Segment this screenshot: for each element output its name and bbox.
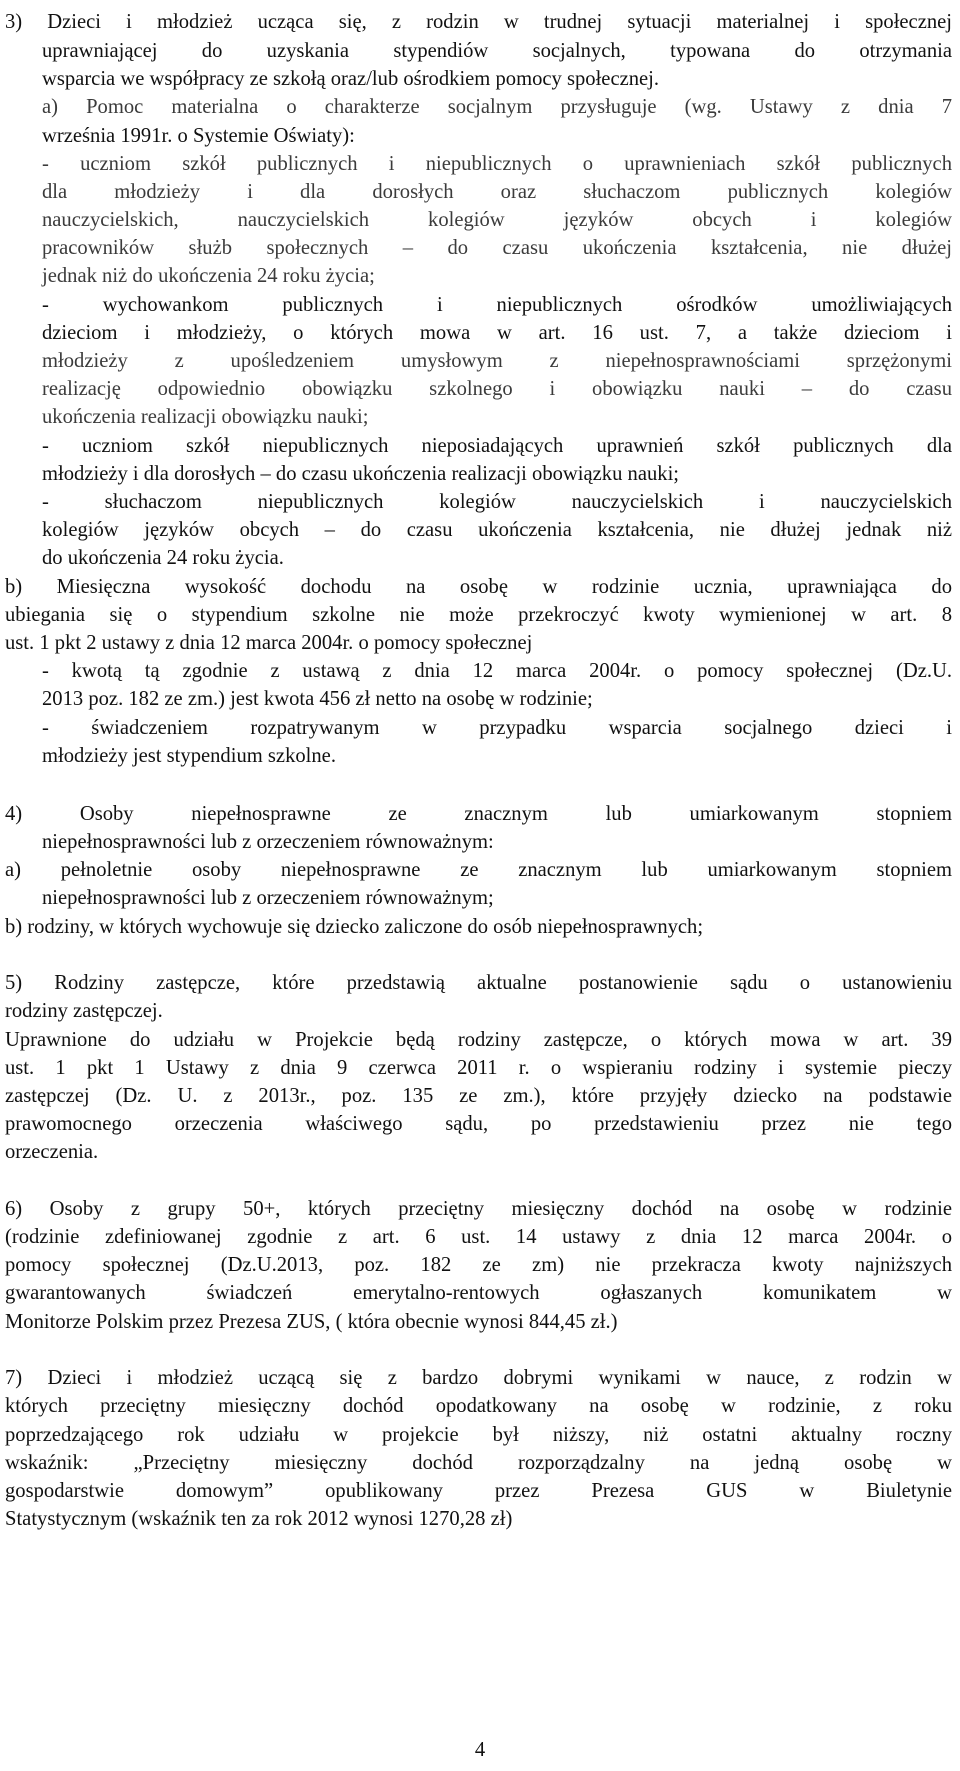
text-line: dzieciom i młodzieży, o których mowa w art. 16 ust. 7, a także dzieciom i — [42, 322, 952, 344]
text-line: niepełnosprawności lub z orzeczeniem równoważnym; — [42, 887, 494, 909]
text-line: gwarantowanych świadczeń emerytalno-rentowych ogłaszanych komunikatem w — [5, 1282, 952, 1304]
text-line: 6) Osoby z grupy 50+, których przeciętny miesięczny dochód na osobę w rodzinie — [5, 1198, 952, 1220]
text-line: pracowników służb społecznych – do czasu ukończenia kształcenia, nie dłużej — [42, 237, 952, 259]
text-line: orzeczenia. — [5, 1141, 99, 1163]
text-line: rodziny zastępczej. — [5, 1000, 163, 1022]
text-line: - uczniom szkół niepublicznych nieposiadających uprawnień szkół publicznych dla — [42, 435, 952, 457]
text-line: gospodarstwie domowym” opublikowany przez Prezesa GUS w Biuletynie — [5, 1480, 952, 1502]
text-line: - świadczeniem rozpatrywanym w przypadku wsparcia socjalnego dzieci i — [42, 717, 952, 739]
text-line: 7) Dzieci i młodzież uczącą się z bardzo dobrymi wynikami w nauce, z rodzin w — [5, 1367, 952, 1389]
text-line: 5) Rodziny zastępcze, które przedstawią aktualne postanowienie sądu o ustanowieniu — [5, 972, 952, 994]
text-line: nauczycielskich, nauczycielskich kolegiów języków obcych i kolegiów — [42, 209, 952, 231]
text-line: ust. 1 pkt 1 Ustawy z dnia 9 czerwca 2011 r. o wspieraniu rodziny i systemie pieczy — [5, 1057, 952, 1079]
text-line: września 1991r. o Systemie Oświaty): — [42, 125, 355, 147]
text-line: a) pełnoletnie osoby niepełnosprawne ze znacznym lub umiarkowanym stopniem — [5, 859, 952, 881]
text-line: a) Pomoc materialna o charakterze socjalnym przysługuje (wg. Ustawy z dnia 7 — [42, 96, 952, 118]
text-line: Statystycznym (wskaźnik ten za rok 2012 wynosi 1270,28 zł) — [5, 1508, 513, 1530]
text-line: młodzieży i dla dorosłych – do czasu ukończenia realizacji obowiązku nauki; — [42, 463, 680, 485]
text-line: 3) Dzieci i młodzież ucząca się, z rodzin w trudnej sytuacji materialnej i społecznej — [5, 11, 952, 33]
text-line: jednak niż do ukończenia 24 roku życia; — [42, 265, 375, 287]
text-line: ubiegania się o stypendium szkolne nie może przekroczyć kwoty wymienionej w art. 8 — [5, 604, 952, 626]
text-line: realizację odpowiednio obowiązku szkolnego i obowiązku nauki – do czasu — [42, 378, 952, 400]
text-line: Uprawnione do udziału w Projekcie będą rodziny zastępcze, o których mowa w art. 39 — [5, 1029, 952, 1051]
text-line: ust. 1 pkt 2 ustawy z dnia 12 marca 2004r. o pomocy społecznej — [5, 632, 533, 654]
text-line: (rodzinie zdefiniowanej zgodnie z art. 6 ust. 14 ustawy z dnia 12 marca 2004r. o — [5, 1226, 952, 1248]
text-line: ukończenia realizacji obowiązku nauki; — [42, 406, 369, 428]
text-line: - uczniom szkół publicznych i niepublicznych o uprawnieniach szkół publicznych — [42, 153, 952, 175]
text-line: wskaźnik: „Przeciętny miesięczny dochód rozporządzalny na jedną osobę w — [5, 1452, 952, 1474]
text-line: poprzedzającego rok udziału w projekcie był niższy, niż ostatni aktualny roczny — [5, 1424, 952, 1446]
text-line: młodzieży z upośledzeniem umysłowym z niepełnosprawnościami sprzężonymi — [42, 350, 952, 372]
text-line: 2013 poz. 182 ze zm.) jest kwota 456 zł netto na osobę w rodzinie; — [42, 688, 593, 710]
text-line: b) rodziny, w których wychowuje się dziecko zaliczone do osób niepełnosprawnych; — [5, 916, 704, 938]
text-line: niepełnosprawności lub z orzeczeniem równoważnym: — [42, 831, 494, 853]
text-line: Monitorze Polskim przez Prezesa ZUS, ( która obecnie wynosi 844,45 zł.) — [5, 1311, 618, 1333]
text-line: prawomocnego orzeczenia właściwego sądu, po przedstawieniu przez nie tego — [5, 1113, 952, 1135]
text-line: pomocy społecznej (Dz.U.2013, poz. 182 ze zm) nie przekracza kwoty najniższych — [5, 1254, 952, 1276]
text-line: 4) Osoby niepełnosprawne ze znacznym lub umiarkowanym stopniem — [5, 803, 952, 825]
text-line: młodzieży jest stypendium szkolne. — [42, 745, 336, 767]
page-number: 4 — [474, 1739, 486, 1761]
text-line: zastępczej (Dz. U. z 2013r., poz. 135 ze zm.), które przyjęły dziecko na podstawie — [5, 1085, 952, 1107]
text-line: - kwotą tą zgodnie z ustawą z dnia 12 marca 2004r. o pomocy społecznej (Dz.U. — [42, 660, 952, 682]
text-line: kolegiów języków obcych – do czasu ukończenia kształcenia, nie dłużej jednak niż — [42, 519, 952, 541]
text-line: - słuchaczom niepublicznych kolegiów nauczycielskich i nauczycielskich — [42, 491, 952, 513]
text-line: - wychowankom publicznych i niepublicznych ośrodków umożliwiających — [42, 294, 952, 316]
text-line: do ukończenia 24 roku życia. — [42, 547, 284, 569]
text-line: wsparcia we współpracy ze szkołą oraz/lub ośrodkiem pomocy społecznej. — [42, 68, 660, 90]
text-line: b) Miesięczna wysokość dochodu na osobę w rodzinie ucznia, uprawniająca do — [5, 576, 952, 598]
text-line: uprawniającej do uzyskania stypendiów socjalnych, typowana do otrzymania — [42, 40, 952, 62]
text-line: dla młodzieży i dla dorosłych oraz słuchaczom publicznych kolegiów — [42, 181, 952, 203]
text-line: których przeciętny miesięczny dochód opodatkowany na osobę w rodzinie, z roku — [5, 1395, 952, 1417]
